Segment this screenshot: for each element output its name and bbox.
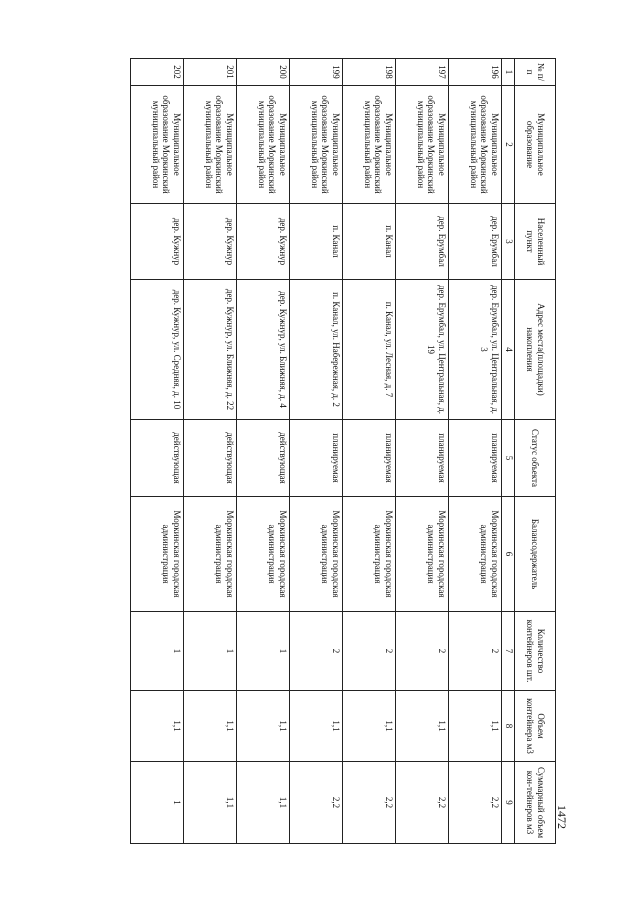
column-number-row [502,59,515,844]
header-holder: Балансодержатель [515,497,556,612]
waste-sites-table [130,58,556,844]
cell-volume: 1,1 [343,691,396,762]
header-settlement: Населенный пункт [515,204,556,280]
table-row [237,59,290,844]
cell-count: 2 [343,612,396,691]
cell-address: дер. Кужнур, ул. Ближняя, д. 4 [237,280,290,420]
cell-count: 1 [131,612,184,691]
cell-volume: 1,1 [449,691,502,762]
cell-holder: Моркинская городская администрация [343,497,396,612]
cell-num: 197 [396,59,449,86]
cell-status: планируемая [290,420,343,497]
page-number: 1472 [555,805,569,829]
table-header-row [515,59,556,844]
column-number: 2 [502,86,515,204]
column-number: 4 [502,280,515,420]
cell-count: 2 [290,612,343,691]
cell-total: 2,2 [290,762,343,844]
cell-volume: 1,1 [131,691,184,762]
table-row [343,59,396,844]
cell-settlement: дер. Ерумбал [449,204,502,280]
column-number: 7 [502,612,515,691]
header-total: Суммарный объем кон-тейнеров м3 [515,762,556,844]
cell-total: 1,1 [237,762,290,844]
table-row [131,59,184,844]
cell-total: 2,2 [396,762,449,844]
header-status: Статус объекта [515,420,556,497]
header-address: Адрес места(площадки) накопления [515,280,556,420]
cell-num: 201 [184,59,237,86]
cell-settlement: п. Канал [343,204,396,280]
column-number: 9 [502,762,515,844]
cell-address: дер. Ерумбал, ул. Центральная, д. 19 [396,280,449,420]
cell-volume: 1,1 [290,691,343,762]
cell-holder: Моркинская городская администрация [237,497,290,612]
cell-municipality: Муниципальное образование Моркинский муниципальный район [343,86,396,204]
cell-address: п. Канал, ул. Лесная, д. 7 [343,280,396,420]
table-row [184,59,237,844]
cell-holder: Моркинская городская администрация [396,497,449,612]
cell-volume: 1,1 [237,691,290,762]
header-num: № п/п [515,59,556,86]
cell-settlement: дер. Кужнур [131,204,184,280]
cell-holder: Моркинская городская администрация [184,497,237,612]
cell-holder: Моркинская городская администрация [131,497,184,612]
header-municipality: Муниципальное образование [515,86,556,204]
cell-num: 199 [290,59,343,86]
cell-count: 2 [449,612,502,691]
cell-num: 202 [131,59,184,86]
cell-total: 1,1 [184,762,237,844]
cell-municipality: Муниципальное образование Моркинский муниципальный район [396,86,449,204]
column-number: 3 [502,204,515,280]
cell-volume: 1,1 [396,691,449,762]
cell-municipality: Муниципальное образование Моркинский муниципальный район [290,86,343,204]
cell-address: дер. Кужнур, ул. Средняя, д. 10 [131,280,184,420]
column-number: 8 [502,691,515,762]
cell-address: дер. Кужнур, ул. Ближняя, д. 22 [184,280,237,420]
cell-settlement: дер. Ерумбал [396,204,449,280]
table-row [290,59,343,844]
cell-status: действующая [184,420,237,497]
cell-status: планируемая [449,420,502,497]
cell-total: 2,2 [343,762,396,844]
cell-municipality: Муниципальное образование Моркинский муниципальный район [237,86,290,204]
cell-status: планируемая [343,420,396,497]
column-number: 1 [502,59,515,86]
cell-holder: Моркинская городская администрация [290,497,343,612]
cell-num: 200 [237,59,290,86]
cell-count: 1 [184,612,237,691]
cell-status: планируемая [396,420,449,497]
cell-status: действующая [131,420,184,497]
cell-holder: Моркинская городская администрация [449,497,502,612]
cell-total: 1 [131,762,184,844]
cell-municipality: Муниципальное образование Моркинский муниципальный район [131,86,184,204]
cell-num: 196 [449,59,502,86]
header-count: Количество контейнеров шт. [515,612,556,691]
cell-status: действующая [237,420,290,497]
cell-settlement: дер. Кужнур [184,204,237,280]
cell-total: 2,2 [449,762,502,844]
column-number: 5 [502,420,515,497]
table-row [396,59,449,844]
cell-municipality: Муниципальное образование Моркинский муниципальный район [184,86,237,204]
table-row [449,59,502,844]
cell-settlement: п. Канал [290,204,343,280]
column-number: 6 [502,497,515,612]
header-volume: Объем контейнера м3 [515,691,556,762]
cell-num: 198 [343,59,396,86]
cell-count: 2 [396,612,449,691]
cell-municipality: Муниципальное образование Моркинский муниципальный район [449,86,502,204]
cell-address: дер. Ерумбал, ул. Центральная, д. 3 [449,280,502,420]
cell-count: 1 [237,612,290,691]
cell-settlement: дер. Кужнур [237,204,290,280]
cell-address: п. Канал, ул. Набережная, д. 2 [290,280,343,420]
cell-volume: 1,1 [184,691,237,762]
